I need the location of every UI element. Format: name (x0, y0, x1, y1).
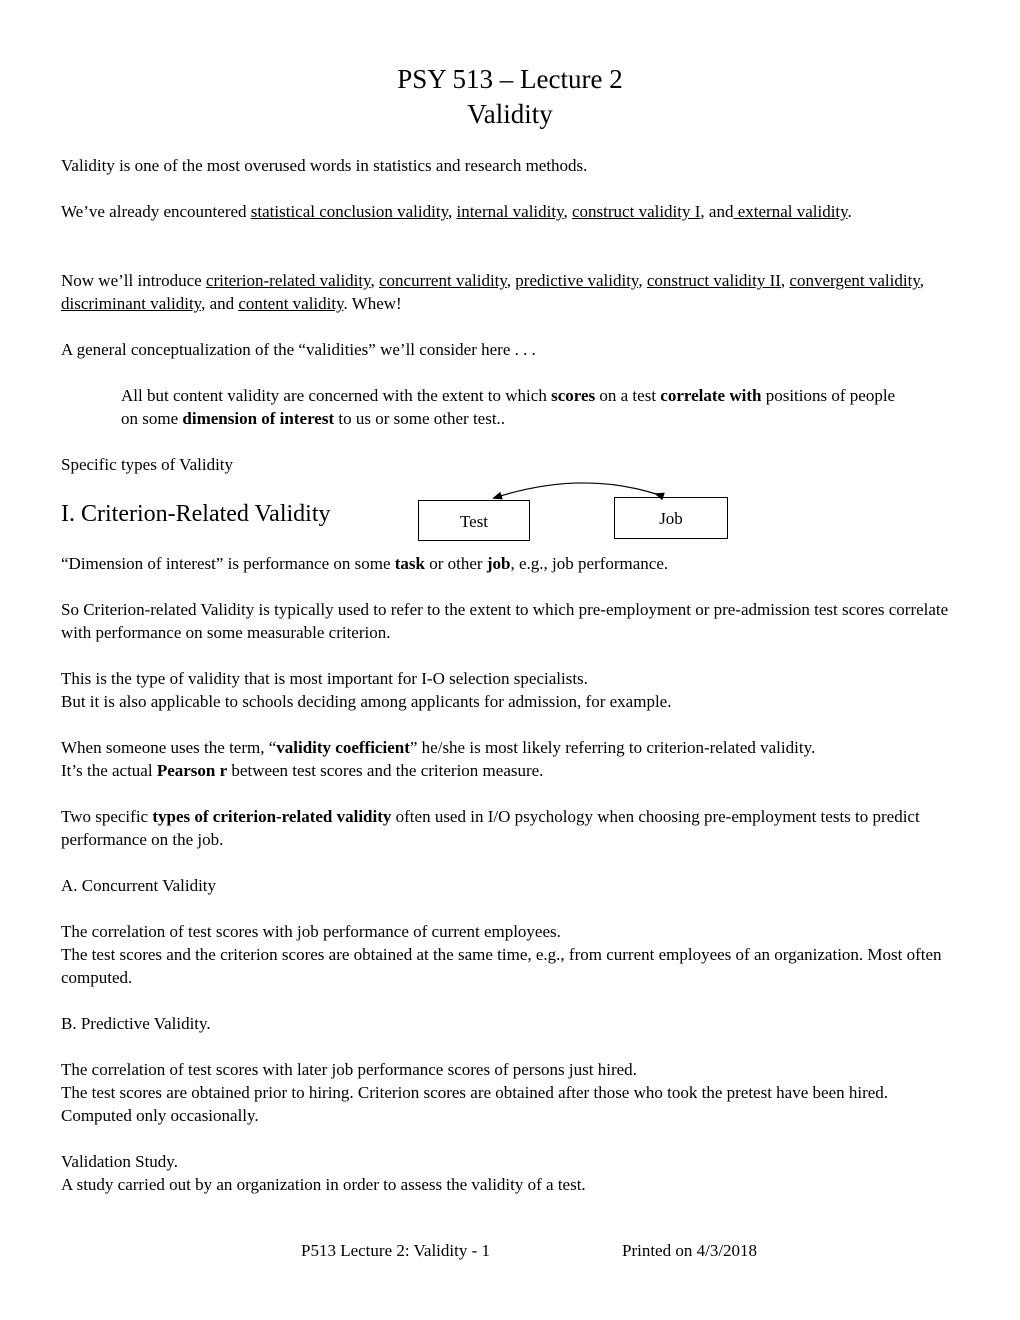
bold-scores: scores (551, 386, 596, 405)
subsection-a-body (61, 920, 961, 989)
text: , (780, 271, 790, 290)
section-paragraph-3 (61, 667, 961, 713)
term-criterion-related-validity: criterion-related validity (205, 271, 371, 290)
test-box: Test (418, 500, 530, 541)
text: The test scores and the criterion scores are obtained at the same time, e.g., from current employees of an organization. Most often computed. (61, 945, 942, 987)
text: or other (425, 554, 487, 573)
text: But it is also applicable to schools deciding among applicants for admission, for example. (61, 692, 672, 711)
validation-study (61, 1150, 961, 1196)
bold-dimension-of-interest: dimension of interest (182, 409, 335, 428)
text: positions of people on some (121, 386, 896, 428)
text: , (506, 271, 516, 290)
intro-paragraph-4: A general conceptualization of the “validities” we’ll consider here . . . (61, 340, 536, 359)
bold-pearson-r: Pearson r (156, 761, 228, 780)
text: Now we’ll introduce (61, 271, 206, 290)
text: Two specific (61, 807, 153, 826)
intro-paragraph-5: Specific types of Validity (61, 455, 234, 474)
text: All but content validity are concerned with the extent to which (121, 386, 552, 405)
page-title: PSY 513 – Lecture 2 (397, 64, 623, 94)
text: Validation Study. (61, 1152, 178, 1171)
text: , (563, 202, 572, 221)
bold-correlate-with: correlate with (660, 386, 762, 405)
footer-page-label: P513 Lecture 2: Validity - 1 (301, 1241, 491, 1260)
text: The correlation of test scores with later job performance scores of persons just hired. (61, 1060, 637, 1079)
term-discriminant-validity: discriminant validity (61, 294, 202, 313)
text: to us or some other test.. (334, 409, 506, 428)
text: . (847, 202, 852, 221)
term-construct-validity-ii: construct validity II (646, 271, 781, 290)
text: on a test (595, 386, 661, 405)
text: ” he/she is most likely referring to criterion-related validity. (409, 738, 816, 757)
text: The test scores are obtained prior to hiring. Criterion scores are obtained after those who took the pretest have been hired. Computed only occasionally. (61, 1083, 889, 1125)
indented-definition (121, 384, 901, 430)
text: We’ve already encountered (61, 202, 251, 221)
section-heading: I. Criterion-Related Validity (61, 501, 331, 527)
term-statistical-conclusion-validity: statistical conclusion validity (250, 202, 448, 221)
bold-validity-coefficient: validity coefficient (276, 738, 410, 757)
intro-paragraph-1: Validity is one of the most overused words in statistics and research methods. (61, 156, 588, 175)
text: . Whew! (343, 294, 402, 313)
text: , and (700, 202, 734, 221)
bold-task: task (394, 554, 425, 573)
intro-paragraph-2 (61, 200, 961, 223)
subsection-a-heading: A. Concurrent Validity (61, 876, 217, 895)
bidirectional-arrow (480, 476, 670, 502)
page-subtitle: Validity (467, 99, 553, 129)
term-concurrent-validity: concurrent validity (379, 271, 507, 290)
bold-job: job (486, 554, 511, 573)
text: , (638, 271, 647, 290)
text: When someone uses the term, “ (61, 738, 277, 757)
term-content-validity: content validity (238, 294, 344, 313)
section-paragraph-2: So Criterion-related Validity is typically used to refer to the extent to which pre-employment or pre-admission test scores correlate with performance on some measurable criterion. (61, 600, 949, 642)
text: , and (201, 294, 239, 313)
text: “Dimension of interest” is performance on some (61, 554, 395, 573)
text: This is the type of validity that is most important for I-O selection specialists. (61, 669, 588, 688)
term-internal-validity: internal validity (456, 202, 564, 221)
text: , (370, 271, 380, 290)
subsection-b-body (61, 1058, 961, 1127)
text: , e.g., job performance. (510, 554, 669, 573)
term-external-validity: external validity (733, 202, 848, 221)
text: , (447, 202, 457, 221)
text: It’s the actual (61, 761, 157, 780)
term-predictive-validity: predictive validity (515, 271, 639, 290)
footer-print-date: Printed on 4/3/2018 (622, 1241, 758, 1260)
section-paragraph-1 (61, 552, 961, 575)
subsection-b-heading: B. Predictive Validity. (61, 1014, 211, 1033)
intro-paragraph-3 (61, 269, 961, 315)
text: often used in I/O psychology when choosing pre-employment tests to predict performance on the job. (61, 807, 920, 849)
term-construct-validity-i: construct validity I (572, 202, 701, 221)
text: A study carried out by an organization in order to assess the validity of a test. (61, 1175, 586, 1194)
text: The correlation of test scores with job performance of current employees. (61, 922, 561, 941)
section-paragraph-5 (61, 805, 961, 851)
term-convergent-validity: convergent validity (789, 271, 920, 290)
bold-types-of-criterion-related-validity: types of criterion-related validity (152, 807, 392, 826)
text: between test scores and the criterion measure. (227, 761, 544, 780)
text: , (919, 271, 924, 290)
job-box: Job (614, 497, 728, 539)
section-paragraph-4 (61, 736, 961, 782)
